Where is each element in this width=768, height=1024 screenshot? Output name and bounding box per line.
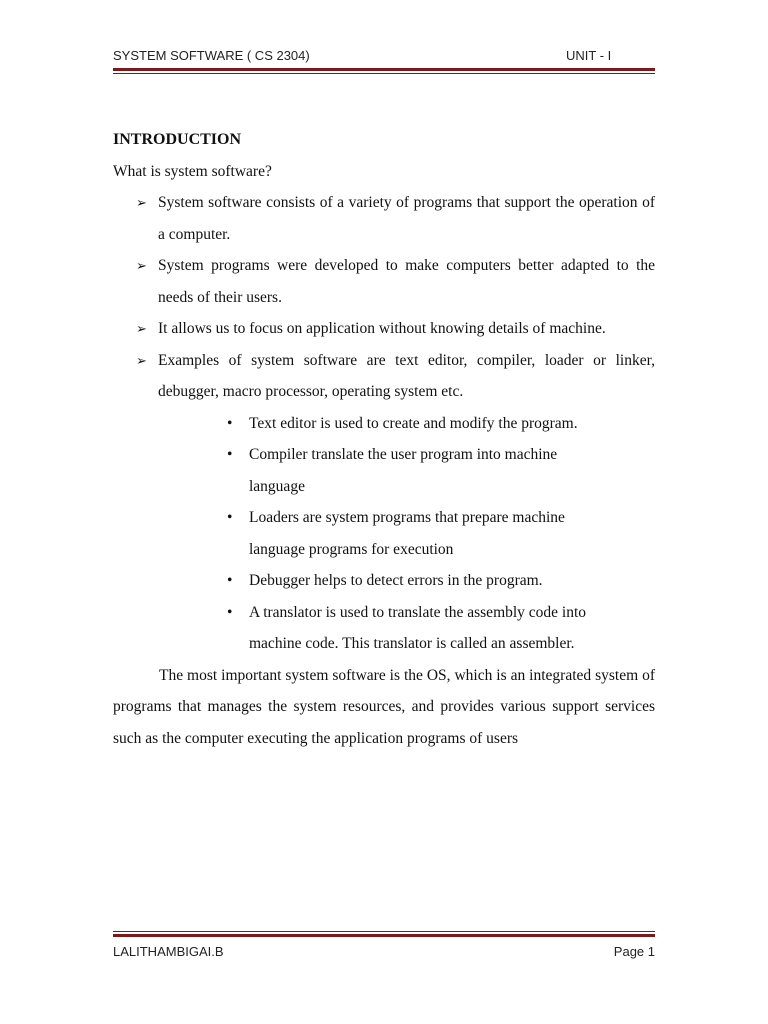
footer-page-number: Page 1 xyxy=(613,944,655,959)
arrow-bullet-icon: ➢ xyxy=(136,352,147,368)
bullet-list-item: • Compiler translate the user program into machine language xyxy=(113,439,609,502)
dot-bullet-icon: • xyxy=(227,572,233,589)
bullet-list-item: • A translator is used to translate the assembly code into machine code. This translator is called an assembler. xyxy=(113,597,609,660)
section-heading: INTRODUCTION xyxy=(113,131,242,148)
dot-bullet-icon: • xyxy=(227,509,233,526)
arrow-list xyxy=(113,187,655,408)
arrow-bullet-icon: ➢ xyxy=(136,195,147,210)
arrow-list-item: ➢ Examples of system software are text editor, compiler, loader or linker, debugger, macro processor, operating system etc. xyxy=(113,345,655,408)
header-rule-thin xyxy=(113,73,655,74)
arrow-list-item: ➢ System programs were developed to make computers better adapted to the needs of their users. xyxy=(113,250,655,313)
bullet-list-item: • Text editor is used to create and modify the program. xyxy=(113,408,609,440)
dot-bullet-icon: • xyxy=(227,446,233,463)
header-unit-label: UNIT - I xyxy=(566,48,612,63)
footer-rule-thick xyxy=(113,934,655,937)
arrow-list-item: ➢ It allows us to focus on application without knowing details of machine. xyxy=(113,313,655,345)
bullet-list xyxy=(113,408,655,660)
footer-author: LALITHAMBIGAI.B xyxy=(113,944,224,959)
arrow-bullet-icon: ➢ xyxy=(136,321,147,336)
section-question: What is system software? xyxy=(113,162,272,180)
header-rule-thick xyxy=(113,68,655,71)
dot-bullet-icon: • xyxy=(227,414,233,432)
footer-rule-thin xyxy=(113,931,655,932)
dot-bullet-icon: • xyxy=(227,603,233,621)
bullet-list-item: • Debugger helps to detect errors in the program. xyxy=(113,565,609,597)
arrow-list-item: ➢ System software consists of a variety of programs that support the operation of a computer. xyxy=(113,187,655,250)
body-paragraph: The most important system software is the OS, which is an integrated system of programs that manages the system resources, and provides various support services such as the computer executing the application programs of users xyxy=(113,666,655,747)
bullet-list-item: • Loaders are system programs that prepare machine language programs for execution xyxy=(113,502,609,565)
page-body xyxy=(113,124,655,754)
arrow-bullet-icon: ➢ xyxy=(136,258,147,273)
header-course-title: SYSTEM SOFTWARE ( CS 2304) xyxy=(113,48,310,63)
